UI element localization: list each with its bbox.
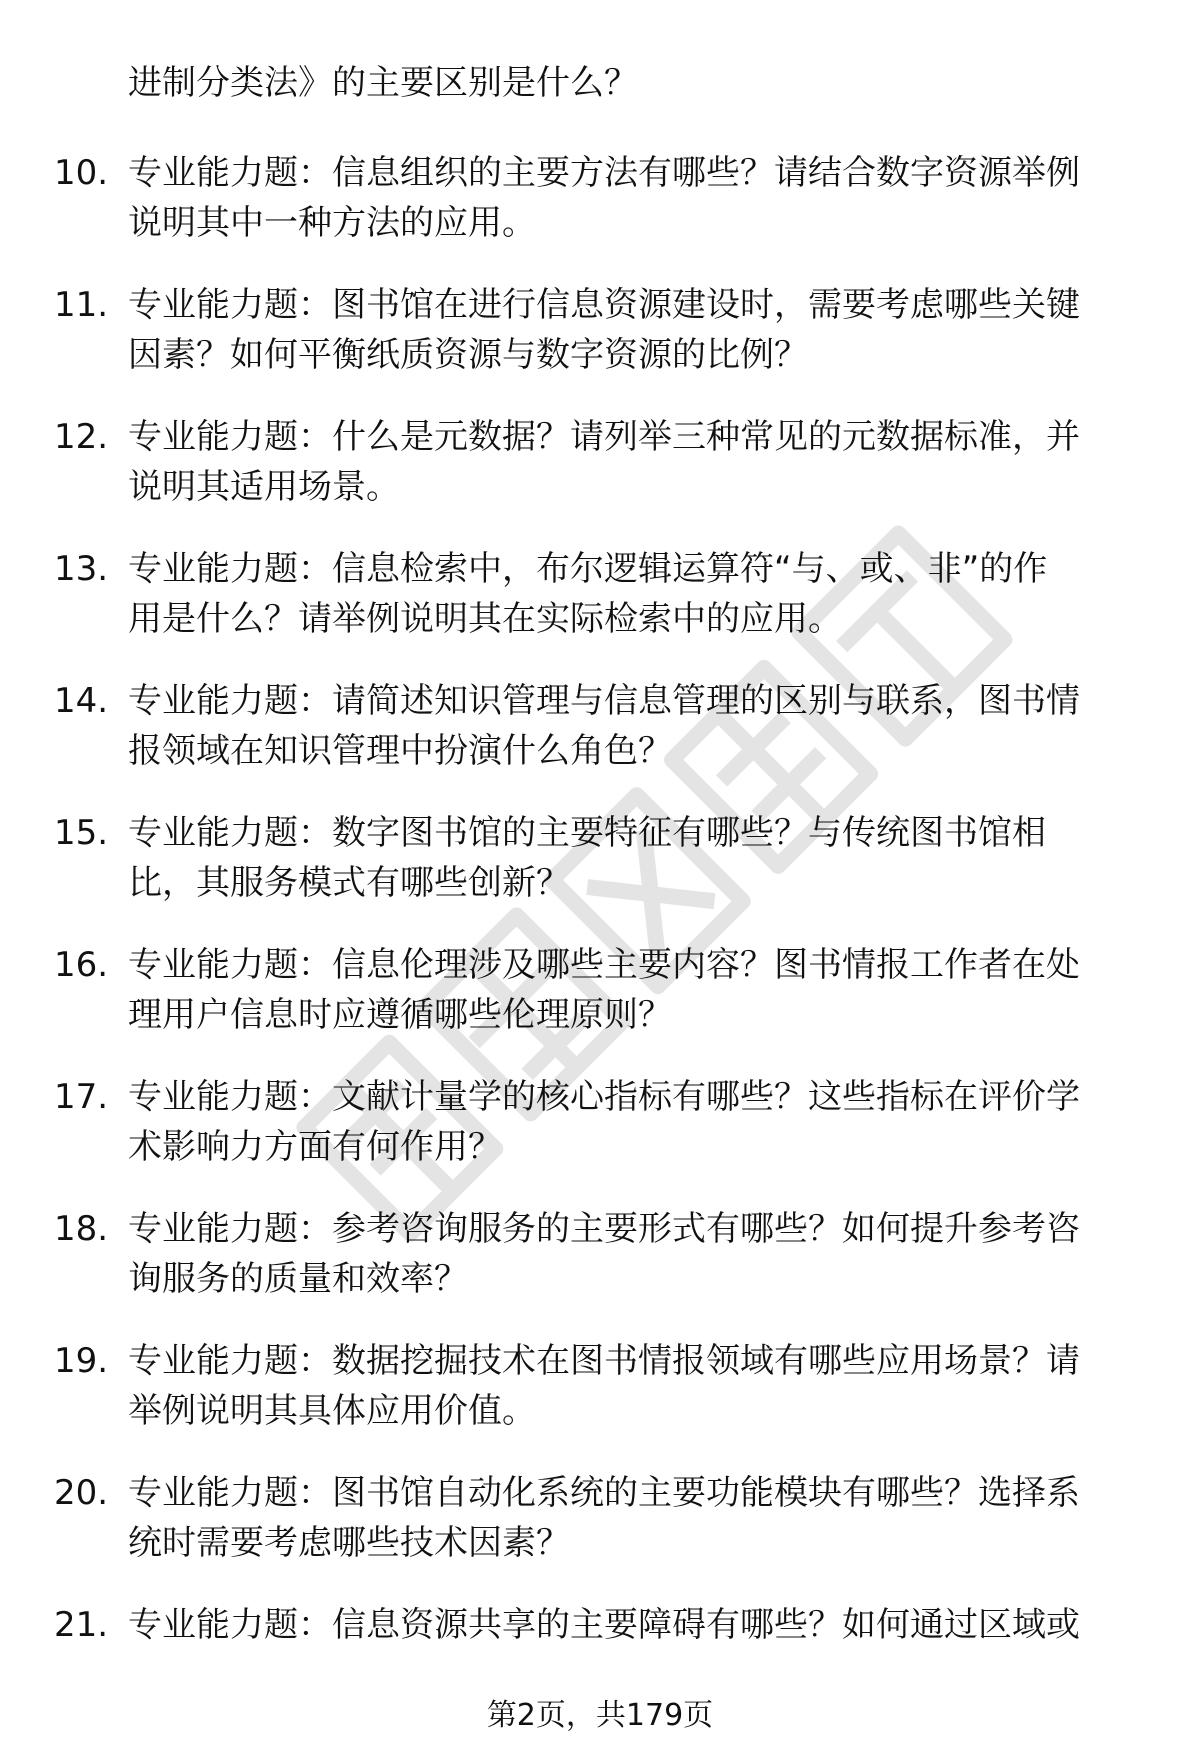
question-number: 20. — [54, 1473, 109, 1513]
question-text — [128, 1600, 1138, 1650]
question-line: 专业能力题：文献计量学的核心指标有哪些？这些指标在评价学 — [128, 1077, 1080, 1117]
question-item — [0, 1336, 1200, 1468]
question-line: 询服务的质量和效率？ — [128, 1259, 468, 1299]
question-line: 专业能力题：信息资源共享的主要障碍有哪些？如何通过区域或 — [128, 1605, 1080, 1645]
question-text — [128, 148, 1138, 248]
question-line: 因素？如何平衡纸质资源与数字资源的比例？ — [128, 335, 808, 375]
question-text — [128, 1072, 1138, 1172]
question-line: 报领域在知识管理中扮演什么角色？ — [128, 731, 672, 771]
question-number: 21. — [54, 1605, 109, 1645]
question-number: 13. — [54, 549, 109, 589]
question-item — [0, 148, 1200, 280]
question-number: 10. — [54, 153, 109, 193]
continuation-line: 进制分类法》的主要区别是什么？ — [128, 63, 638, 103]
question-line: 举例说明其具体应用价值。 — [128, 1391, 536, 1431]
question-item — [0, 412, 1200, 544]
question-number: 16. — [54, 945, 109, 985]
question-text — [128, 544, 1138, 644]
question-line: 统时需要考虑哪些技术因素？ — [128, 1523, 570, 1563]
question-line: 专业能力题：请简述知识管理与信息管理的区别与联系，图书情 — [128, 681, 1080, 721]
question-text — [128, 1468, 1138, 1568]
question-line: 专业能力题：图书馆在进行信息资源建设时，需要考虑哪些关键 — [128, 285, 1080, 325]
question-item — [0, 1204, 1200, 1336]
question-line: 专业能力题：什么是元数据？请列举三种常见的元数据标准，并 — [128, 417, 1080, 457]
question-number: 19. — [54, 1341, 109, 1381]
question-item — [0, 544, 1200, 676]
question-text — [128, 280, 1138, 380]
question-text — [128, 412, 1138, 512]
question-number: 18. — [54, 1209, 109, 1249]
question-number: 14. — [54, 681, 109, 721]
question-number: 15. — [54, 813, 109, 853]
question-item — [0, 940, 1200, 1072]
question-line: 术影响力方面有何作用？ — [128, 1127, 502, 1167]
question-line: 说明其中一种方法的应用。 — [128, 203, 536, 243]
question-line: 专业能力题：信息伦理涉及哪些主要内容？图书情报工作者在处 — [128, 945, 1080, 985]
question-text — [128, 1204, 1138, 1304]
question-line: 理用户信息时应遵循哪些伦理原则？ — [128, 995, 672, 1035]
question-item — [0, 280, 1200, 412]
question-line: 专业能力题：数字图书馆的主要特征有哪些？与传统图书馆相 — [128, 813, 1046, 853]
question-number: 12. — [54, 417, 109, 457]
question-item — [0, 808, 1200, 940]
question-text — [128, 1336, 1138, 1436]
question-line: 专业能力题：信息检索中，布尔逻辑运算符“与、或、非”的作 — [128, 549, 1048, 589]
question-line: 专业能力题：信息组织的主要方法有哪些？请结合数字资源举例 — [128, 153, 1080, 193]
question-text — [128, 676, 1138, 776]
question-line: 专业能力题：参考咨询服务的主要形式有哪些？如何提升参考咨 — [128, 1209, 1080, 1249]
question-list — [0, 148, 1200, 1732]
question-item — [0, 1072, 1200, 1204]
question-text — [128, 808, 1138, 908]
question-line: 专业能力题：图书馆自动化系统的主要功能模块有哪些？选择系 — [128, 1473, 1080, 1513]
question-item — [0, 1468, 1200, 1600]
question-line: 比，其服务模式有哪些创新？ — [128, 863, 570, 903]
question-number: 17. — [54, 1077, 109, 1117]
question-line: 用是什么？请举例说明其在实际检索中的应用。 — [128, 599, 842, 639]
question-text — [128, 940, 1138, 1040]
question-line: 说明其适用场景。 — [128, 467, 400, 507]
question-item — [0, 676, 1200, 808]
page-number-footer: 第2页，共179页 — [486, 1698, 714, 1733]
question-line: 专业能力题：数据挖掘技术在图书情报领域有哪些应用场景？请 — [128, 1341, 1080, 1381]
question-number: 11. — [54, 285, 109, 325]
